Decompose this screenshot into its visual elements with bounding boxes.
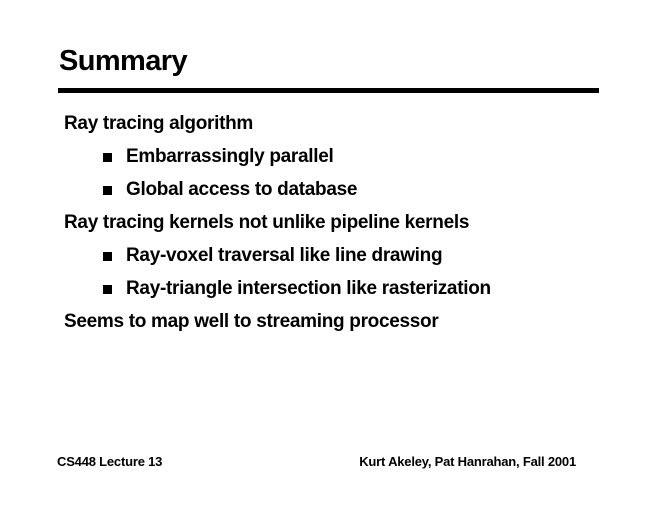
square-bullet-icon — [103, 153, 112, 162]
body-line-text: Global access to database — [126, 179, 358, 200]
body-line-text: Seems to map well to streaming processor — [64, 311, 439, 332]
title-underline — [58, 88, 599, 93]
body-line-text: Ray-triangle intersection like rasterization — [126, 278, 491, 299]
body-line-text: Embarrassingly parallel — [126, 146, 334, 167]
slide-title: Summary — [59, 45, 187, 77]
body-line-level2 — [0, 239, 660, 272]
footer-authors-label: Kurt Akeley, Pat Hanrahan, Fall 2001 — [359, 454, 576, 469]
body-line-level1 — [0, 305, 660, 338]
square-bullet-icon — [103, 186, 112, 195]
body-line-level1 — [0, 107, 660, 140]
body-line-level1 — [0, 206, 660, 239]
body-line-text: Ray-voxel traversal like line drawing — [126, 245, 443, 266]
square-bullet-icon — [103, 252, 112, 261]
body-line-level2 — [0, 140, 660, 173]
body-line-text: Ray tracing algorithm — [64, 113, 254, 134]
square-bullet-icon — [103, 285, 112, 294]
body-line-level2 — [0, 272, 660, 305]
slide-footer — [57, 452, 576, 472]
slide-body — [0, 107, 660, 338]
body-line-level2 — [0, 173, 660, 206]
body-line-text: Ray tracing kernels not unlike pipeline kernels — [64, 212, 470, 233]
footer-course-label: CS448 Lecture 13 — [57, 454, 163, 469]
